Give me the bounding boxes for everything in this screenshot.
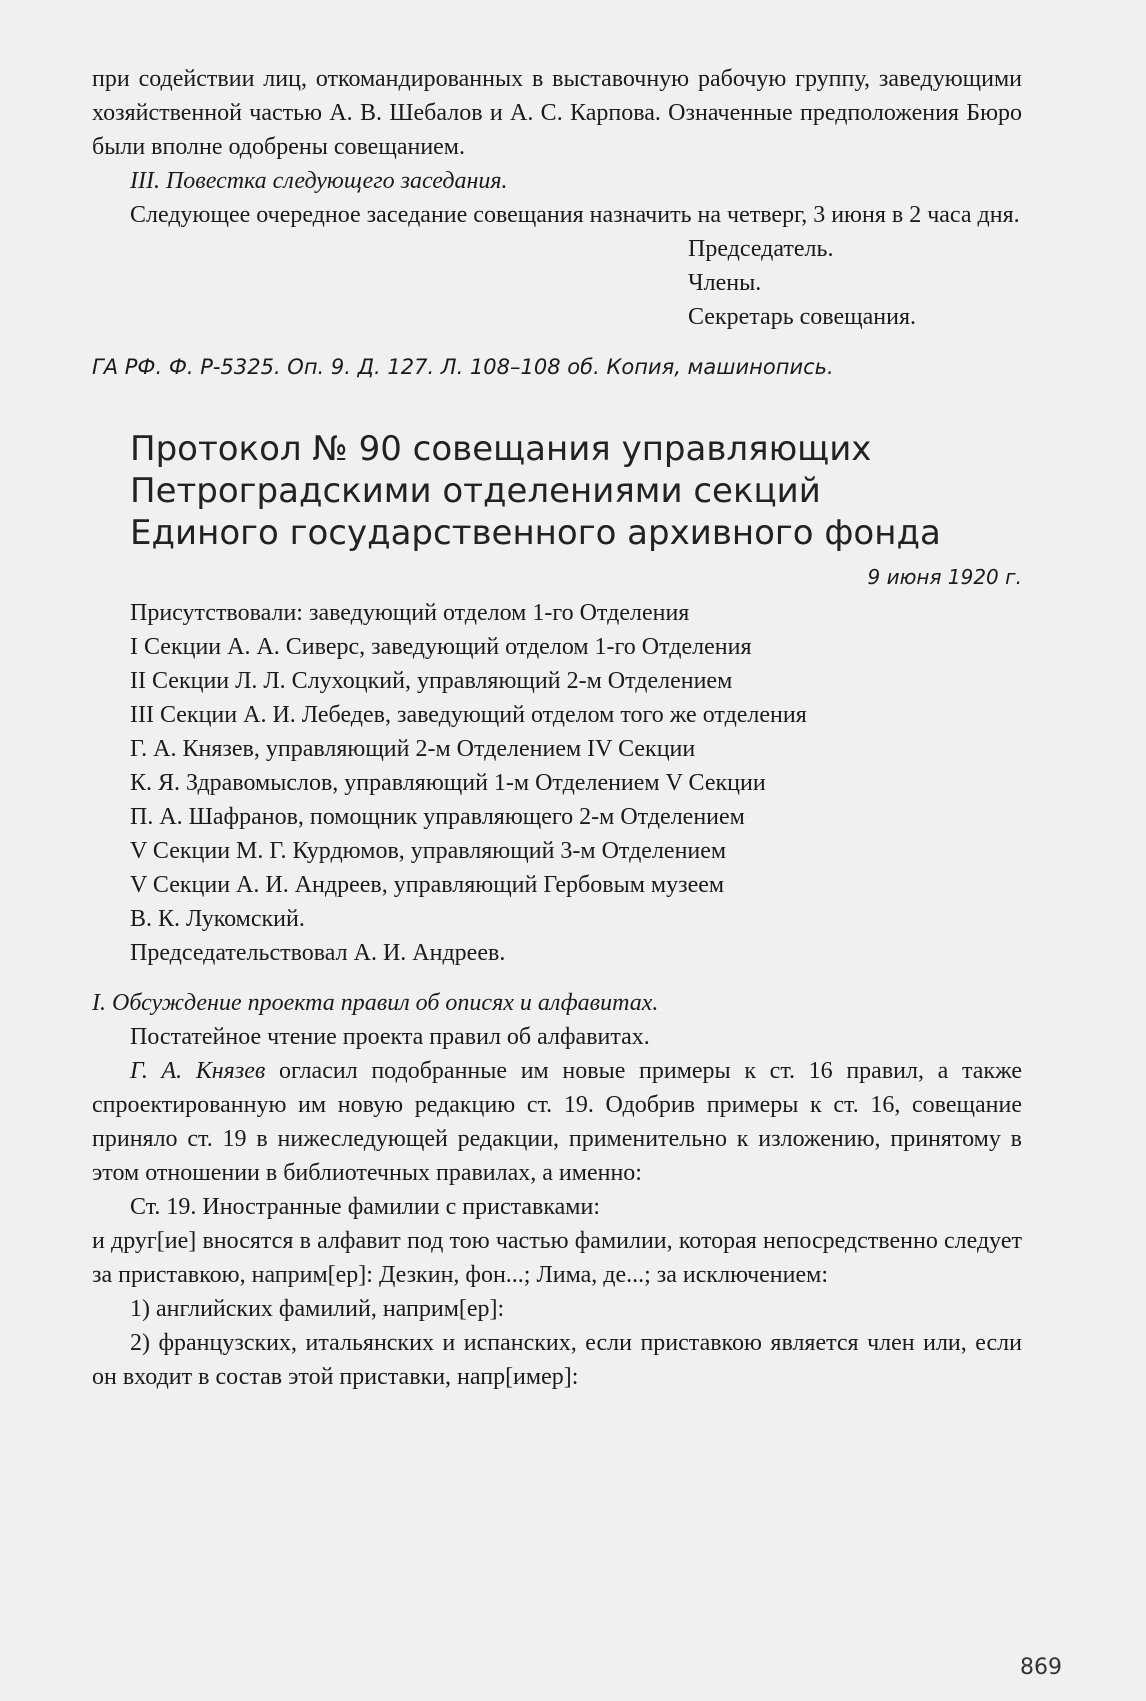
source-note: ГА РФ. Ф. Р-5325. Оп. 9. Д. 127. Л. 108–108 об. Копия, машинопись.	[92, 355, 834, 379]
attendance-line: V Секции М. Г. Курдюмов, управляющий 3-м Отделением	[130, 838, 727, 864]
signature-chairman: Председатель.	[688, 236, 834, 262]
article19-text: и друг[ие] вносятся в алфавит под тою частью фамилии, которая непосредственно следует за приставкою, наприм[ер]: Дезкин, фон...; Лима, де...; за исключением:	[92, 1228, 1022, 1288]
section1-heading: I. Обсуждение проекта правил об описях и алфавитах.	[92, 990, 659, 1016]
protocol-title-line: Петроградскими отделениями секций	[130, 471, 821, 511]
top-paragraph: при содействии лиц, откомандированных в выставочную рабочую группу, заведующими хозяйственной частью А. В. Шебалов и А. С. Карпова. Означенные предположения Бюро были вполне одобрены совещанием.	[92, 66, 1022, 160]
protocol-title-line: Протокол № 90 совещания управляющих	[130, 429, 872, 469]
protocol-title-line: Единого государственного архивного фонда	[130, 513, 941, 553]
agenda-heading: III. Повестка следующего заседания.	[130, 168, 508, 194]
section1-paragraph-knyazev	[92, 1054, 1022, 1190]
attendance-line: V Секции А. И. Андреев, управляющий Гербовым музеем	[130, 872, 725, 898]
attendance-line: III Секции А. И. Лебедев, заведующий отделом того же отделения	[130, 702, 807, 728]
attendance-line: I Секции А. А. Сиверс, заведующий отделом 1-го Отделения	[130, 634, 752, 660]
agenda-text: Следующее очередное заседание совещания назначить на четверг, 3 июня в 2 часа дня.	[130, 202, 1020, 228]
list-item: 2) французских, итальянских и испанских, если приставкою является член или, если он входит в состав этой приставки, напр[имер]:	[92, 1330, 1022, 1390]
attendance-line: В. К. Лукомский.	[130, 906, 305, 932]
attendance-line: Председательствовал А. И. Андреев.	[130, 940, 506, 966]
article19-title: Ст. 19. Иностранные фамилии с приставками:	[130, 1194, 601, 1220]
attendance-line: Г. А. Князев, управляющий 2-м Отделением IV Секции	[130, 736, 696, 762]
page-body	[92, 62, 1022, 1394]
section1-paragraph-text: огласил подобранные им новые примеры к ст. 16 правил, а также спроектированную им новую редакцию ст. 19. Одобрив примеры к ст. 16, совещание приняло ст. 19 в нижеследующей редакции, применительно к изложению, принятому в этом отношении в библиотечных правилах, а именно:	[92, 1058, 1022, 1186]
attendance-line: К. Я. Здравомыслов, управляющий 1-м Отделением V Секции	[130, 770, 766, 796]
attendance-line: П. А. Шафранов, помощник управляющего 2-м Отделением	[130, 804, 745, 830]
list-item: 1) английских фамилий, наприм[ер]:	[130, 1296, 505, 1322]
protocol-date: 9 июня 1920 г.	[867, 565, 1022, 589]
protocol-title	[130, 428, 1022, 554]
signatures-block	[688, 232, 1022, 334]
page-number: 869	[1020, 1655, 1062, 1680]
attendance-line: II Секции Л. Л. Слухоцкий, управляющий 2-м Отделением	[130, 668, 733, 694]
signature-members: Члены.	[688, 270, 762, 296]
signature-secretary: Секретарь совещания.	[688, 304, 916, 330]
attendance-list	[92, 596, 1022, 970]
section1-paragraph: Постатейное чтение проекта правил об алфавитах.	[130, 1024, 650, 1050]
person-name: Г. А. Князев	[130, 1058, 266, 1084]
attendance-line: Присутствовали: заведующий отделом 1-го Отделения	[130, 600, 690, 626]
